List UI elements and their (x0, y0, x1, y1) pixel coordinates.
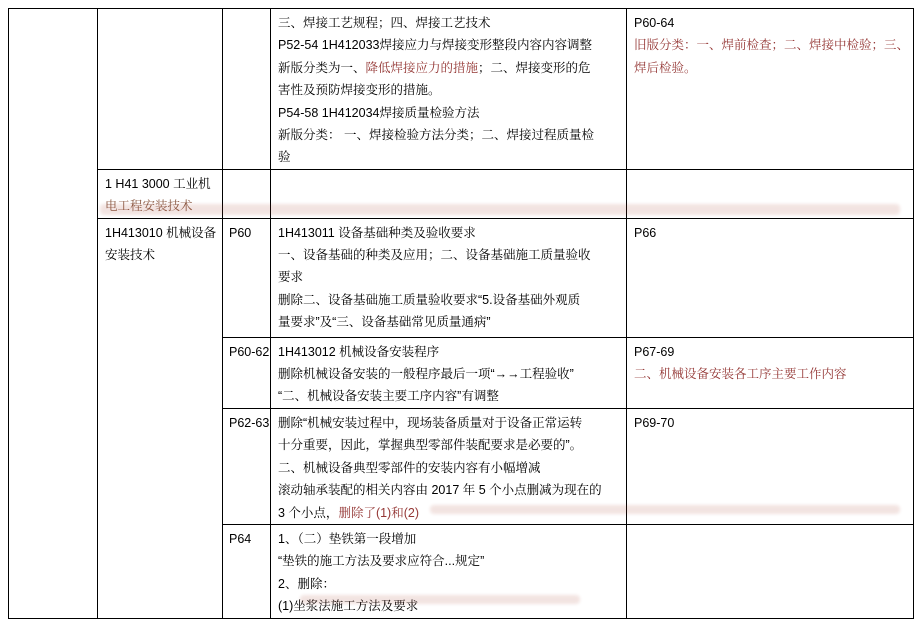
table-row (9, 9, 914, 170)
table-row (9, 169, 914, 218)
page-cell-p60: P60 (223, 218, 271, 337)
content-line: 1H413012 机械设备安装程序 (278, 344, 440, 359)
page-cell-empty (223, 169, 271, 218)
content-line: 滚动轴承装配的相关内容由 2017 年 5 个小点删减为现在的 (278, 483, 602, 498)
comparison-table (8, 8, 914, 619)
content-line: 删除二、设备基础施工质量验收要求“5.设备基础外观质 (278, 292, 581, 307)
content-line: 1H413011 设备基础种类及验收要求 (278, 225, 476, 240)
ref-cell-p66 (627, 218, 914, 337)
page-cell-empty (223, 9, 271, 170)
page-cell-p60-62: P60-62 (223, 337, 271, 408)
content-line: 量要求”及“三、设备基础常见质量通病” (278, 315, 491, 330)
content-cell-typical-parts (271, 408, 627, 524)
section-line: 安装技术 (105, 248, 156, 263)
ref-cell-p67-69 (627, 337, 914, 408)
section-cell-1h413000 (98, 169, 223, 218)
content-line: 删除机械设备安装的一般程序最后一项“→→工程验收” (278, 367, 574, 382)
page-cell-p62-63: P62-63 (223, 408, 271, 524)
ref-cell-empty (627, 524, 914, 618)
content-cell-welding (271, 9, 627, 170)
content-line: 1、（二）垫铁第一段增加 (278, 531, 417, 546)
ref-line: P60-64 (634, 16, 675, 30)
ref-line: 旧版分类：一、焊前检查；二、焊接中检验；三、 (634, 38, 910, 53)
content-line: 十分重要，因此，掌握典型零部件装配要求是必要的”。 (278, 438, 583, 453)
ref-line: P67-69 (634, 344, 675, 359)
content-line: 新版分类为一、降低焊接应力的措施；二、焊接变形的危 (278, 60, 591, 75)
content-line: P54-58 1H412034焊接质量检验方法 (278, 105, 480, 120)
left-margin-cell (9, 9, 98, 619)
ref-line: 焊后检验。 (634, 60, 697, 75)
content-line: 2、删除： (278, 576, 335, 591)
content-line: 害性及预防焊接变形的措施。 (278, 83, 441, 98)
content-line: “垫铁的施工方法及要求应符合...规定” (278, 554, 485, 569)
ref-line: P66 (634, 225, 657, 240)
content-line: 新版分类： 一、焊接检验方法分类；二、焊接过程质量检 (278, 128, 594, 143)
section-cell-1h413010 (98, 218, 223, 618)
content-line: P52-54 1H412033焊接应力与焊接变形整段内容内容调整 (278, 38, 592, 53)
content-line: “二、机械设备安装主要工序内容”有调整 (278, 389, 499, 404)
section-line: 1 H41 3000 工业机 (105, 176, 211, 191)
content-line: 二、机械设备典型零部件的安装内容有小幅增减 (278, 460, 541, 475)
page-cell-p64: P64 (223, 524, 271, 618)
content-cell-empty (271, 169, 627, 218)
content-line: 要求 (278, 270, 304, 285)
table-row (9, 218, 914, 337)
content-line: 一、设备基础的种类及应用；二、设备基础施工质量验收 (278, 248, 591, 263)
content-line: (1)坐浆法施工方法及要求 (278, 599, 419, 614)
content-line: 删除“机械安装过程中，现场装备质量对于设备正常运转 (278, 415, 583, 430)
content-line: 3 个小点，删除了(1)和(2) (278, 505, 419, 520)
section-cell-empty (98, 9, 223, 170)
content-cell-install-procedure (271, 337, 627, 408)
ref-cell-empty (627, 169, 914, 218)
section-line: 电工程安装技术 (105, 199, 193, 214)
ref-cell-p69-70 (627, 408, 914, 524)
ref-cell-welding (627, 9, 914, 170)
ref-line: 二、机械设备安装各工序主要工作内容 (634, 367, 847, 382)
content-cell-shim-plate (271, 524, 627, 618)
content-line: 三、焊接工艺规程；四、焊接工艺技术 (278, 16, 491, 30)
section-line: 1H413010 机械设备 (105, 225, 217, 240)
content-cell-foundation (271, 218, 627, 337)
ref-line: P69-70 (634, 415, 675, 430)
content-line: 验 (278, 150, 291, 165)
